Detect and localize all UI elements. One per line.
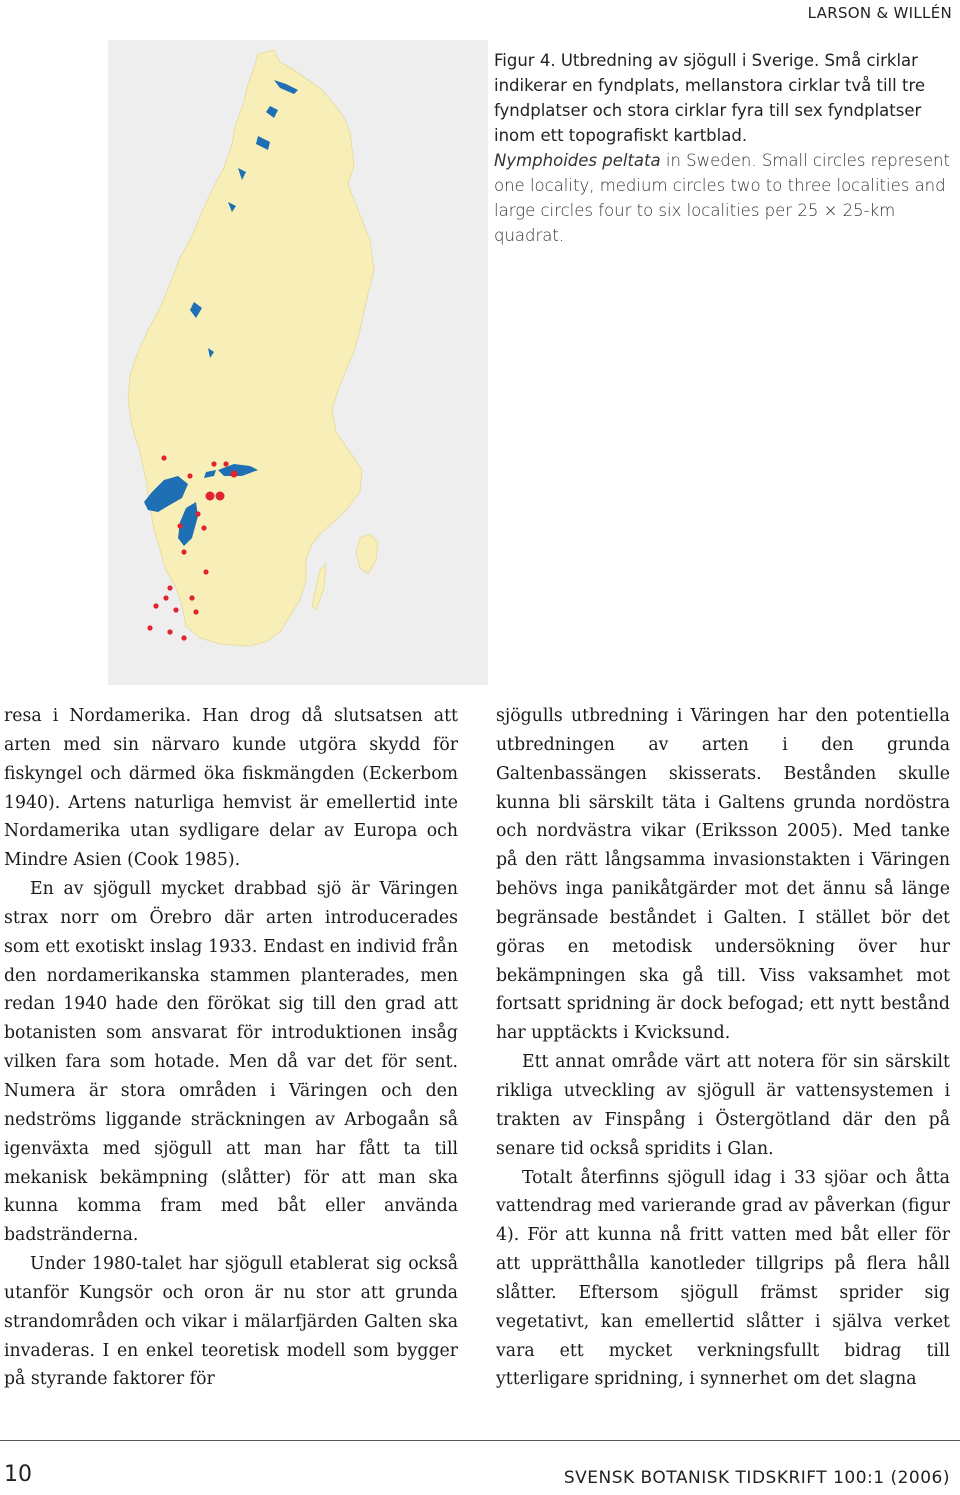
locality-dot-large [206, 492, 215, 501]
figure-caption [494, 48, 952, 248]
page-number: 10 [4, 1462, 32, 1487]
caption-english [494, 148, 952, 248]
sweden-landmass [128, 50, 374, 646]
body-paragraph: Ett annat område värt att notera för sin särskilt rikliga utveckling av sjögull är vattensystemen i trakten av Finspång i Östergötland där den på senare tid också spridits i Glan. [496, 1052, 950, 1159]
locality-dot [167, 585, 172, 590]
locality-dot [181, 549, 186, 554]
locality-dot [177, 523, 182, 528]
gotland-island [356, 534, 378, 574]
body-paragraph: En av sjögull mycket drabbad sjö är Väringen strax norr om Örebro där arten introducerades som ett exotiskt inslag 1933. Endast en individ från den nordamerikanska stammen planterades, men redan 1940 hade den förökat sig till den grad att botanisten som ansvarat för introduktionen insåg vilken fara som hotade. Men då var det för sent. Numera är stora områden i Väringen och den nedströms liggande sträckningen av Arbogaån så igenväxta med sjögull att man har fått ta till mekanisk bekämpning (slåtter) för att man ska kunna komma fram med båt eller använda badstränderna. [4, 879, 458, 1246]
footer-divider [0, 1440, 960, 1441]
body-paragraph: sjögulls utbredning i Väringen har den potentiella utbredningen av arten i den grunda Galtenbassängen skisserats. Bestånden skulle kunna bli särskilt täta i Galtens grunda nordöstra och nordvästra vikar (Eriksson 2005). Med tanke på den rätt långsamma invasionstakten i Väringen behövs inga panikåtgärder mot det ännu så länge begränsade beståndet i Galten. I stället bör det göras en metodisk undersökning över hur bekämpningen ska gå till. Viss vaksamhet mot fortsatt spridning är dock befogad; ett nytt bestånd har upptäckts i Kvicksund. [496, 706, 950, 1044]
locality-dot [195, 511, 200, 516]
distribution-map [108, 40, 488, 685]
sweden-map [108, 40, 488, 685]
running-header-authors: LARSON & WILLÉN [807, 4, 952, 22]
locality-dot [223, 461, 228, 466]
body-column-left [4, 702, 458, 1394]
body-paragraph: Totalt återfinns sjögull idag i 33 sjöar och åtta vattendrag med varierande grad av påverkan (figur 4). För att kunna nå fritt vatten med båt eller för att upprätthålla kanotleder tillgrips på flera håll slåtter. Eftersom sjögull främst sprider sig vegetativt, kan emellertid slåtter i själva verket vara ett mycket verkningsfullt bidrag till ytterligare spridning, i synnerhet om det slagna [496, 1167, 950, 1390]
locality-dot [147, 625, 152, 630]
locality-dot-medium [231, 471, 238, 478]
caption-species-name: Nymphoides peltata [494, 151, 661, 170]
oland-island [312, 564, 326, 610]
locality-dot [187, 473, 192, 478]
locality-dot [189, 595, 194, 600]
locality-dot [193, 609, 198, 614]
body-column-right [496, 702, 950, 1394]
caption-english-text: in Sweden. Small circles represent one locality, medium circles two to three localities and large circles four to six localities per 25 × 25-km quadrat. [494, 151, 950, 245]
locality-dot [163, 595, 168, 600]
locality-dot [201, 525, 206, 530]
locality-dot [181, 635, 186, 640]
locality-dot [167, 629, 172, 634]
locality-dot [161, 455, 166, 460]
body-paragraph: resa i Nordamerika. Han drog då slutsatsen att arten med sin närvaro kunde utgöra skydd för fiskyngel och därmed öka fiskmängden (Eckerbom 1940). Artens naturliga hemvist är emellertid inte Nordamerika utan sydligare delar av Europa och Mindre Asien (Cook 1985). [4, 706, 458, 871]
locality-dot [211, 461, 216, 466]
caption-swedish: Figur 4. Utbredning av sjögull i Sverige. Små cirklar indikerar en fyndplats, mellanstora cirklar två till tre fyndplatser och stora cirklar fyra till sex fyndplatser inom ett topografiskt kartblad. [494, 51, 926, 145]
locality-dot [153, 603, 158, 608]
locality-dot [203, 569, 208, 574]
body-paragraph: Under 1980-talet har sjögull etablerat sig också utanför Kungsör och oron är nu stor att grunda strandområden och vikar i mälarfjärden Galten ska invaderas. I en enkel teoretisk modell som bygger på styrande faktorer för [4, 1254, 458, 1390]
locality-dot-large [216, 492, 225, 501]
locality-dot [173, 607, 178, 612]
journal-name: SVENSK BOTANISK TIDSKRIFT 100:1 (2006) [563, 1468, 950, 1488]
